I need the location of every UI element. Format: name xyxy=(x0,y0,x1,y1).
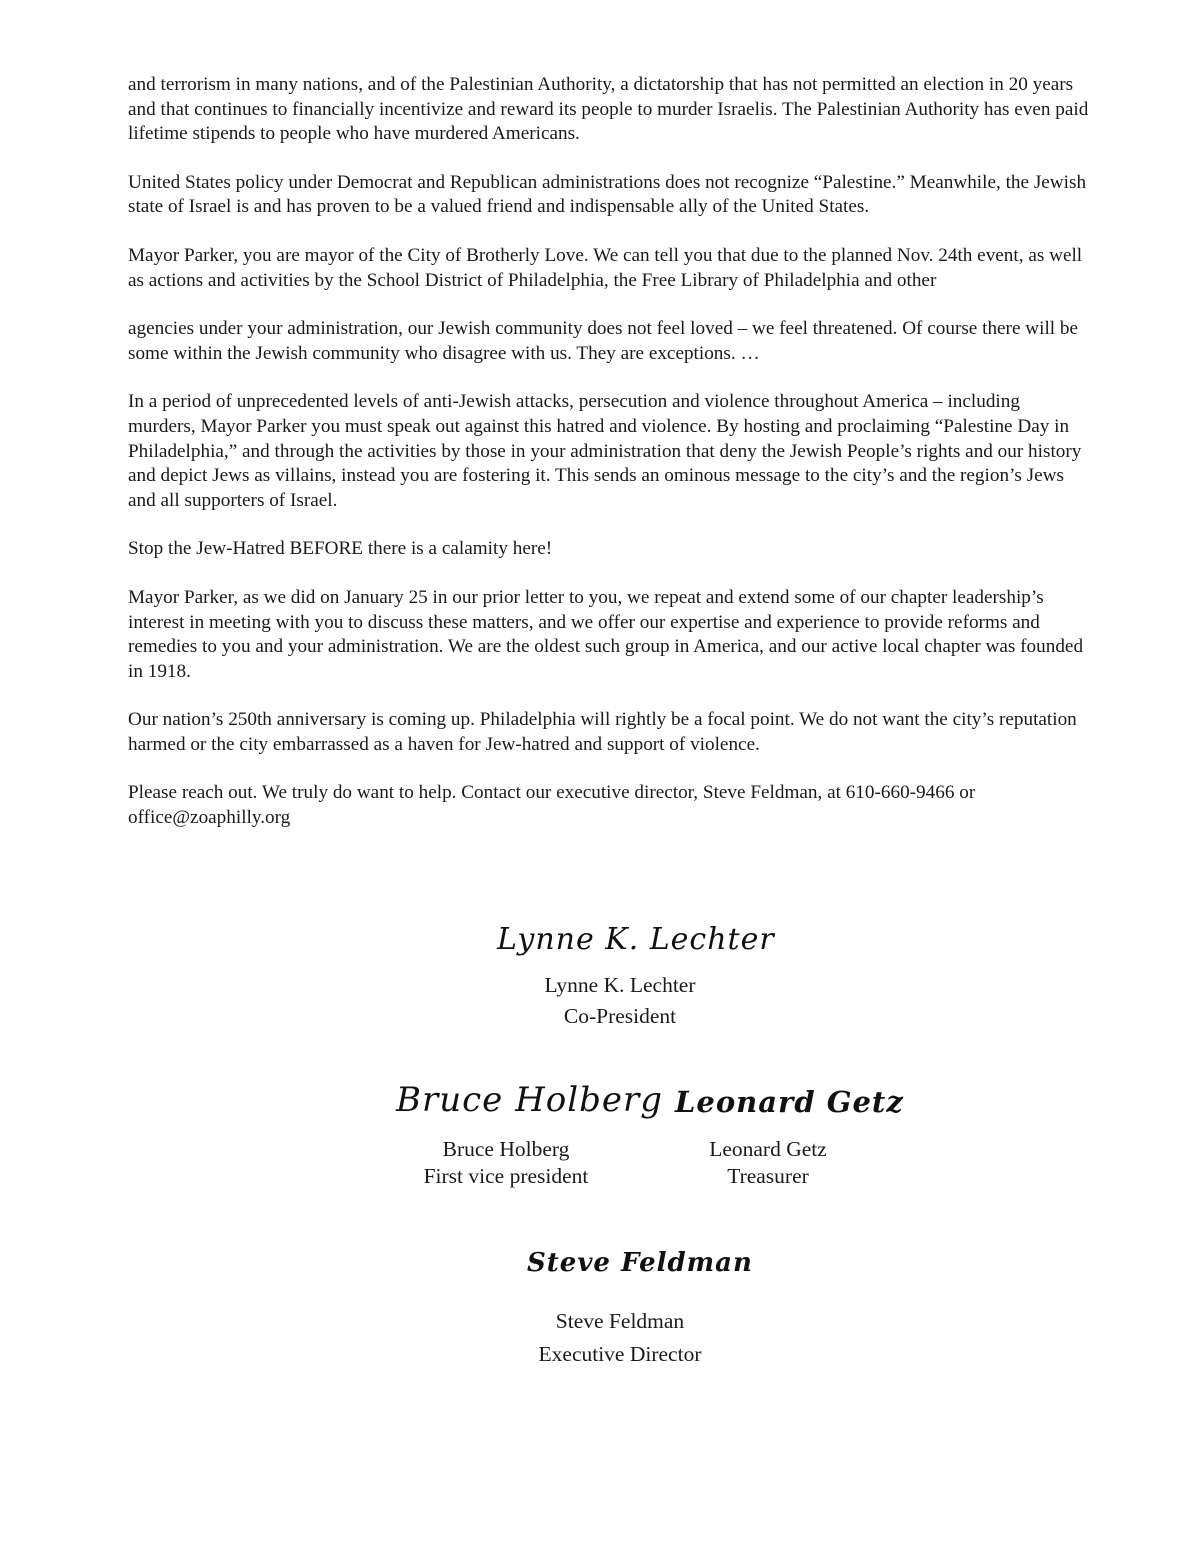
paragraph-2: United States policy under Democrat and Republican administrations does not recognize “Palestine.” Meanwhile, the Jewish state of Israel is and has proven to be a valued friend and indispensable ally of the United States. xyxy=(128,171,1087,218)
paragraph-7: Mayor Parker, as we did on January 25 in our prior letter to you, we repeat and extend some of our chapter leadership’s interest in meeting with you to discuss these matters, and we offer our expertise and experience to provide reforms and remedies to you and your administration. We are the oldest such group in America, and our active local chapter was founded in 1918. xyxy=(128,586,1084,682)
signatory-getz xyxy=(668,1136,868,1190)
paragraph-5: In a period of unprecedented levels of anti-Jewish attacks, persecution and violence throughout America – including murders, Mayor Parker you must speak out against this hatred and violence. By hosting and proclaiming “Palestine Day in Philadelphia,” and through the activities by those in your administration that deny the Jewish People’s rights and our history and depict Jews as villains, instead you are fostering it. This sends an ominous message to the city’s and the region’s Jews and all supporters of Israel. xyxy=(128,391,1082,511)
paragraph-8: Our nation’s 250th anniversary is coming up. Philadelphia will rightly be a focal point. We do not want the city’s reputation harmed or the city embarrassed as a haven for Jew-hatred and support of violence. xyxy=(128,709,1077,755)
signatory-title: Executive Director xyxy=(538,1342,702,1366)
signatory-name: Leonard Getz xyxy=(709,1137,827,1161)
paragraph-4: agencies under your administration, our Jewish community does not feel loved – we feel threatened. Of course there will be some within the Jewish community who disagree with us. They are exceptions. … xyxy=(128,318,1079,364)
letter-body xyxy=(128,73,1090,855)
signatory-name: Bruce Holberg xyxy=(442,1137,570,1161)
signatory-lechter xyxy=(470,970,770,1032)
paragraph-3: Mayor Parker, you are mayor of the City of Brotherly Love. We can tell you that due to the planned Nov. 24th event, as well as actions and activities by the School District of Philadelphia, the Free Library of Philadelphia and other xyxy=(128,244,1083,291)
signatory-title: Co-President xyxy=(563,1004,677,1028)
signatory-name: Lynne K. Lechter xyxy=(544,973,696,997)
signatory-holberg xyxy=(386,1136,626,1190)
paragraph-9: Please reach out. We truly do want to help. Contact our executive director, Steve Feldman, at 610-660-9466 or office@zoaphilly.org xyxy=(128,782,976,829)
signatory-name: Steve Feldman xyxy=(555,1309,685,1333)
signatory-feldman xyxy=(470,1305,770,1371)
signature-holberg: Bruce Holberg xyxy=(396,1080,664,1120)
paragraph-1: and terrorism in many nations, and of the Palestinian Authority, a dictatorship that has not permitted an election in 20 years and that continues to financially incentivize and reward its people to murder Israelis. The Palestinian Authority has even paid lifetime stipends to people who have murdered Americans. xyxy=(128,74,1089,145)
signature-lechter: Lynne K. Lechter xyxy=(497,922,775,957)
signature-getz: Leonard Getz xyxy=(675,1085,904,1119)
signatory-title: Treasurer xyxy=(727,1164,809,1188)
signatory-title: First vice president xyxy=(423,1164,589,1188)
paragraph-6: Stop the Jew-Hatred BEFORE there is a calamity here! xyxy=(128,538,553,560)
signature-feldman: Steve Feldman xyxy=(527,1248,753,1278)
